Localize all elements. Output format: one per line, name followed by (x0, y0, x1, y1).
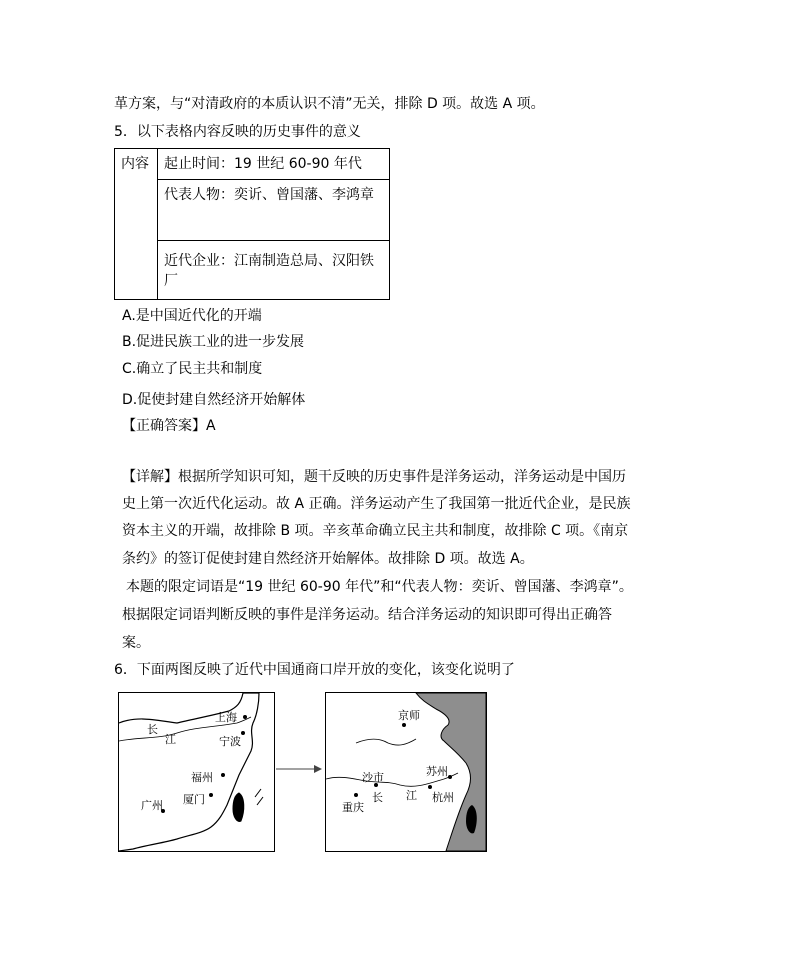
explanation-line-2: 史上第一次近代化运动。故 A 正确。洋务运动产生了我国第一批近代企业，是民族 (122, 496, 631, 512)
map-right-label-suzhou: 苏州 (426, 765, 448, 778)
map-left-label-chang: 长 (147, 723, 158, 736)
map-right (325, 692, 487, 852)
question-5-table (114, 148, 390, 300)
map-left-label-fuzhou: 福州 (191, 771, 213, 784)
explanation-line-4: 条约》的签订促使封建自然经济开始解体。故排除 D 项。故选 A。 (122, 551, 534, 567)
explanation-line-1: 【详解】根据所学知识可知，题干反映的历史事件是洋务运动，洋务运动是中国历 (122, 469, 626, 485)
map-right-label-shashi: 沙市 (362, 771, 384, 784)
table-cell-enterprises: 近代企业：江南制造总局、汉阳铁厂 (158, 240, 390, 299)
map-left (118, 692, 275, 852)
explanation-line-5: 本题的限定词语是“19 世纪 60-90 年代”和“代表人物：奕䜣、曾国藩、李鸿章”。 (126, 579, 633, 595)
option-b: B.促进民族工业的进一步发展 (122, 334, 305, 350)
table-cell-period: 起止时间：19 世纪 60-90 年代 (158, 149, 390, 180)
map-left-label-shanghai: 上海 (215, 711, 237, 724)
option-d: D.促使封建自然经济开始解体 (122, 392, 306, 408)
map-right-label-jingshi: 京师 (398, 709, 420, 722)
table-header-cell: 内容 (115, 149, 158, 300)
explanation-line-3: 资本主义的开端，故排除 B 项。辛亥革命确立民主共和制度，故排除 C 项。《南京 (122, 523, 629, 539)
arrow-icon (276, 762, 324, 776)
explanation-line-7: 案。 (122, 635, 150, 651)
map-left-label-xiamen: 厦门 (183, 793, 205, 806)
explanation-line-6: 根据限定词语判断反映的事件是洋务运动。结合洋务运动的知识即可得出正确答 (122, 607, 612, 623)
answer-continuation-text: 革方案，与“对清政府的本质认识不清”无关，排除 D 项。故选 A 项。 (114, 96, 545, 112)
map-left-label-ningbo: 宁波 (219, 735, 241, 748)
correct-answer: 【正确答案】A (122, 418, 216, 434)
question-6-stem: 6．下面两图反映了近代中国通商口岸开放的变化，该变化说明了 (114, 662, 515, 678)
map-left-label-jiang: 江 (165, 733, 176, 746)
option-c: C.确立了民主共和制度 (122, 361, 263, 377)
map-left-label-guangzhou: 广州 (141, 799, 163, 812)
map-right-label-chang: 长 (372, 791, 383, 804)
question-5-stem: 5．以下表格内容反映的历史事件的意义 (114, 124, 361, 140)
map-right-label-jiang: 江 (406, 789, 417, 802)
option-a: A.是中国近代化的开端 (122, 308, 262, 324)
map-right-label-chongqing: 重庆 (342, 801, 364, 814)
map-right-label-hangzhou: 杭州 (432, 791, 454, 804)
table-cell-figures: 代表人物：奕䜣、曾国藩、李鸿章 (158, 179, 390, 240)
